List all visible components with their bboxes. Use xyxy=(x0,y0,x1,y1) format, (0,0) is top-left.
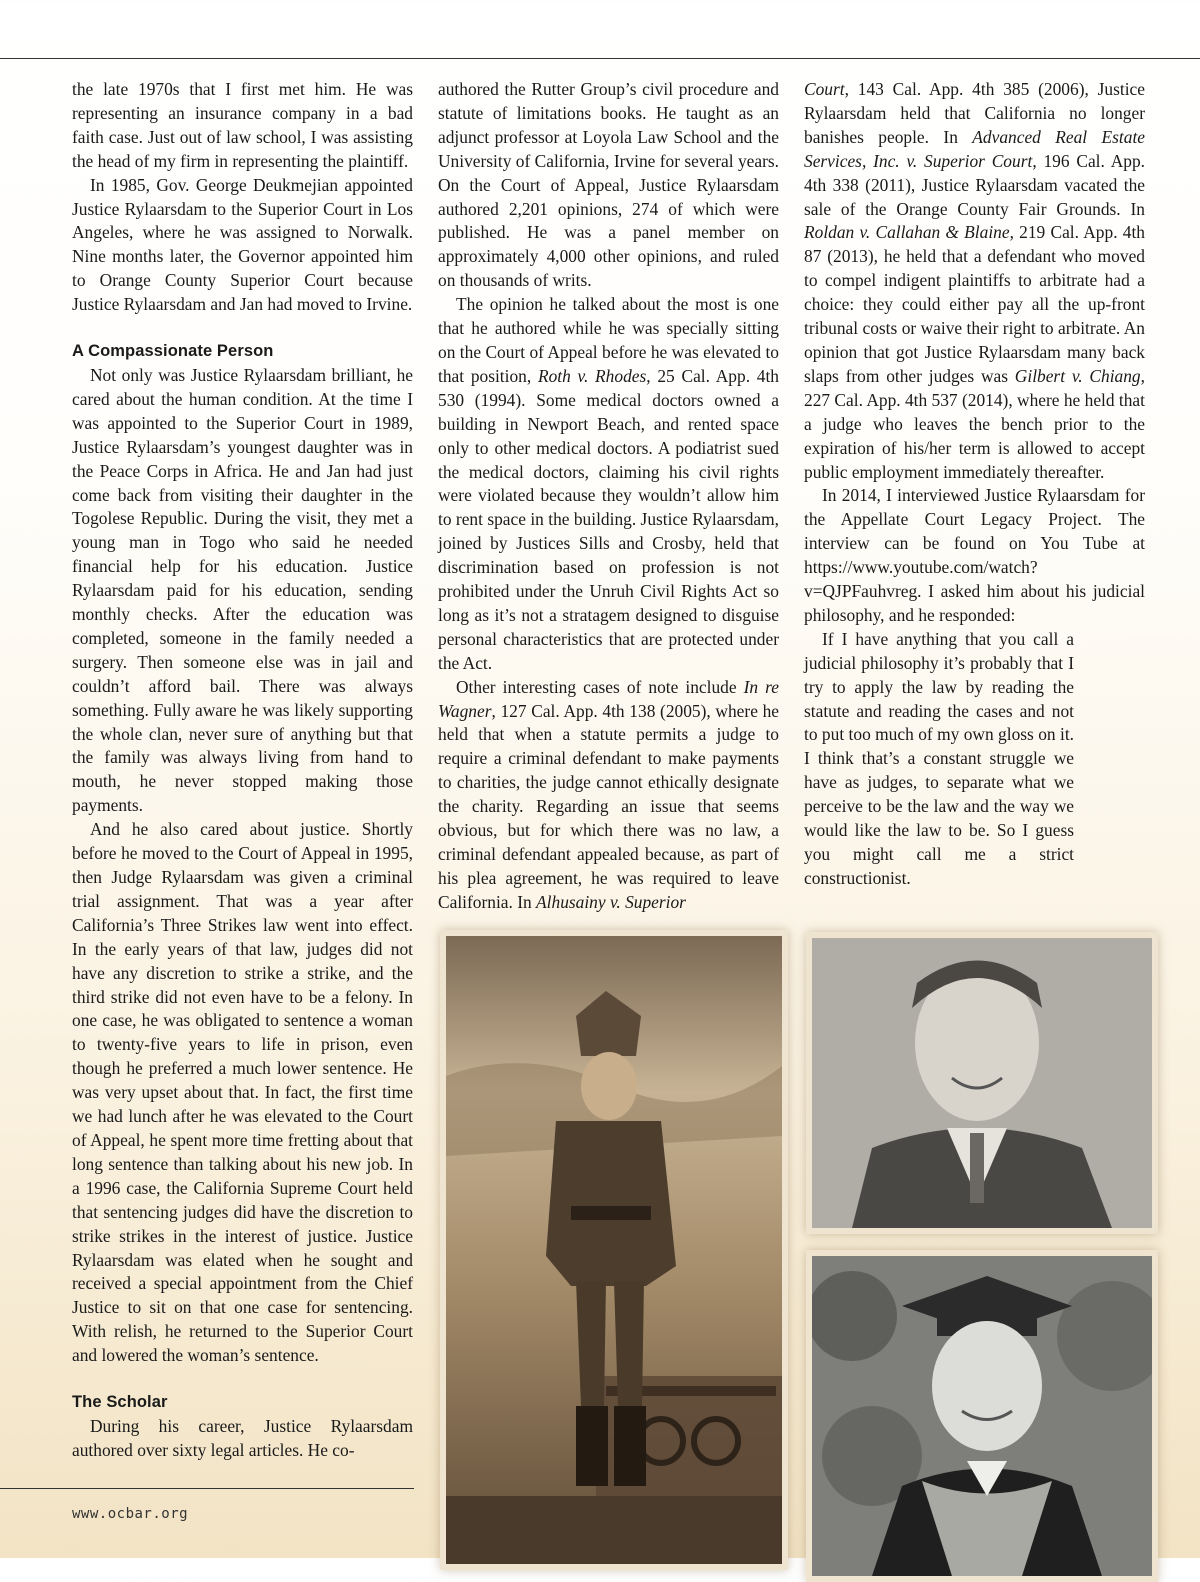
case-citation: Court xyxy=(804,79,845,99)
case-citation: Roldan v. Callahan & Blaine xyxy=(804,222,1010,243)
case-citation: Alhusainy v. Superior xyxy=(536,891,686,912)
paragraph: Not only was Justice Rylaarsdam brilliant, he cared about the human condition. At the time I was appointed to the Superior Court in 1989, Justice Rylaarsdam’s youngest daughter was in the Peace Corps in Africa. He and Jan had just come back from visiting their daughter in the Togolese Republic. During the visit, they met a young man in Togo who said he needed financial help for his education. Justice Rylaarsdam paid for his education, sending monthly checks. After the education was completed, someone in the family needed a surgery. Then someone else was in jail and couldn’t afford bail. There was always something. Fully aware he was likely supporting the whole clan, never sure of anything but that the family was always living from hand to mouth, he never stopped making those payments. xyxy=(72,364,413,816)
block-quote: If I have anything that you call a judicial philosophy it’s probably that I try to apply the law by reading the statute and reading the cases and not to put too much of my own gloss on it. I think that’s a constant struggle we have as judges, to separate what we perceive to be the law and the way we would like the law to be. So I guess you might call me a strict constructionist. xyxy=(804,628,1074,888)
article-column-3 xyxy=(804,78,1145,891)
case-citation: In re Wagner xyxy=(438,676,779,721)
article-column-2 xyxy=(438,78,779,915)
photo-graduate-image xyxy=(812,1256,1152,1576)
photo-child-in-uniform-image xyxy=(446,936,782,1564)
case-citation: Gilbert v. Chiang xyxy=(1014,365,1141,386)
paragraph: authored the Rutter Group’s civil procedure and statute of limitations books. He taught as an adjunct professor at Loyola Law School and the University of California, Irvine for several years. On the Court of Appeal, Justice Rylaarsdam authored 2,201 opinions, 274 of which were published. He was a panel member on approximately 4,000 other opinions, and ruled on thousands of writs. xyxy=(438,79,779,291)
footer-website: www.ocbar.org xyxy=(72,1506,189,1522)
section-heading: A Compassionate Person xyxy=(72,342,274,361)
paragraph: The opinion he talked about the most is one that he authored while he was specially sitting on the Court of Appeal before he was elevated to that position, Roth v. Rhodes, 25 Cal. App. 4th 530 (1994). Some medical doctors owned a building in Newport Beach, and rented space only to other medical doctors. A podiatrist sued the medical doctors, claiming his civil rights were violated because they wouldn’t allow him to rent space in the building. Justice Rylaarsdam, joined by Justices Sills and Crosby, held that discrimination based on profession is not prohibited under the Unruh Civil Rights Act so long as it’s not a stratagem designed to disguise personal characteristics that are protected under the Act. xyxy=(438,294,779,673)
section-heading: The Scholar xyxy=(72,1393,168,1412)
paragraph: In 1985, Gov. George Deukmejian appointed Justice Rylaarsdam to the Superior Court in Los Angeles, where he was assigned to Norwalk. Nine months later, the Governor appointed him to Orange County Superior Court because Justice Rylaarsdam and Jan had moved to Irvine. xyxy=(72,174,413,315)
paragraph: In 2014, I interviewed Justice Rylaarsdam for the Appellate Court Legacy Project. The interview can be found on You Tube at https://www.youtube.com/watch?v=QJPFauhvreg. I asked him about his judicial philosophy, and he responded: xyxy=(804,485,1145,625)
photo-smiling-boy-image xyxy=(812,938,1152,1228)
photo-child-in-uniform xyxy=(440,930,788,1570)
photo-graduate xyxy=(806,1250,1158,1582)
photo-smiling-boy xyxy=(806,932,1158,1234)
paragraph: the late 1970s that I first met him. He was representing an insurance company in a bad faith case. Just out of law school, I was assisting the head of my firm in representing the plaintiff. xyxy=(72,79,413,171)
case-citation: Advanced Real Estate Services, Inc. v. Superior Court xyxy=(804,126,1146,171)
top-rule xyxy=(0,58,1200,59)
article-column-1 xyxy=(72,78,413,1463)
paragraph: Court, 143 Cal. App. 4th 385 (2006), Justice Rylaarsdam held that California no longer banishes people. In Advanced Real Estate Services, Inc. v. Superior Court, 196 Cal. App. 4th 338 (2011), Justice Rylaarsdam vacated the sale of the Orange County Fair Grounds. In Roldan v. Callahan & Blaine, 219 Cal. App. 4th 87 (2013), he held that a defendant who moved to compel indigent plaintiffs to arbitrate had a choice: they could either pay all the up-front tribunal costs or waive their right to arbitrate. An opinion that got Justice Rylaarsdam many back slaps from other judges was Gilbert v. Chiang, 227 Cal. App. 4th 537 (2014), where he held that a judge who leaves the bench prior to the expiration of his/her term is allowed to accept public employment immediately thereafter. xyxy=(804,79,1146,482)
footer-rule xyxy=(0,1488,414,1489)
paragraph: Other interesting cases of note include In re Wagner, 127 Cal. App. 4th 138 (2005), where he held that when a statute permits a judge to require a criminal defendant to make payments to charities, the judge cannot ethically designate the charity. Regarding an issue that seems obvious, but for which there was no law, a criminal defendant appealed because, as part of his plea agreement, he was required to leave California. In Alhusainy v. Superior xyxy=(438,676,779,912)
case-citation: Roth v. Rhodes xyxy=(537,365,647,386)
paragraph: And he also cared about justice. Shortly before he moved to the Court of Appeal in 1995, then Judge Rylaarsdam was given a criminal trial assignment. That was a year after California’s Three Strikes law went into effect. In the early years of that law, judges did not have any discretion to strike a strike, and the third strike did not even have to be a felony. In one case, he was obligated to sentence a woman to twenty-five years to life in prison, even though he preferred a much lower sentence. He was very upset about that. In fact, the first time we had lunch after he was elevated to the Court of Appeal, he spent more time fretting about that long sentence than talking about his new job. In a 1996 case, the California Supreme Court held that sentencing judges did have the discretion to strike strikes in the interest of justice. Justice Rylaarsdam was elated when he sought and received a special appointment from the Chief Justice to sit on that one case for sentencing. With relish, he returned to the Superior Court and lowered the woman’s sentence. xyxy=(72,819,413,1366)
paragraph: During his career, Justice Rylaarsdam authored over sixty legal articles. He co- xyxy=(72,1415,413,1460)
